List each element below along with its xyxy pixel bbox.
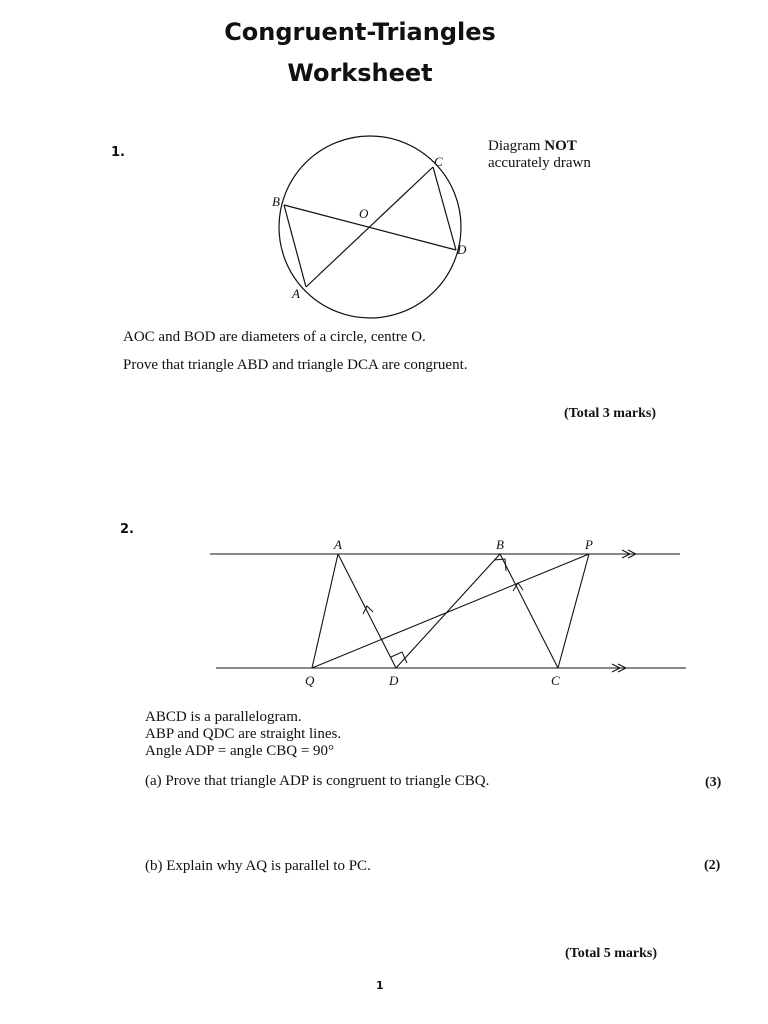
q2-segment-qp	[312, 554, 589, 668]
q1-diameter-bod	[284, 205, 456, 250]
q2-label-b: B	[496, 537, 504, 552]
q2-statement-line1: ABCD is a parallelogram.	[145, 709, 302, 725]
worksheet-title-line1: Congruent-Triangles	[224, 18, 496, 46]
q2-label-p: P	[585, 537, 593, 552]
worksheet-title-line2: Worksheet	[287, 59, 433, 87]
q2-segment-aq	[312, 554, 338, 668]
q1-label-d: D	[457, 242, 467, 257]
q1-diagram-note-line2: accurately drawn	[488, 155, 591, 171]
q2-label-q: Q	[305, 673, 315, 688]
q2-right-angle-adp	[391, 652, 407, 663]
q2-segment-db	[396, 554, 500, 668]
q2-segment-bc	[500, 554, 558, 668]
q2-segment-ad	[338, 554, 396, 668]
q2-statement-line3: Angle ADP = angle CBQ = 90°	[145, 743, 335, 759]
q2-part-b-marks: (2)	[704, 858, 721, 873]
q2-label-d: D	[389, 673, 399, 688]
q1-statement-line1: AOC and BOD are diameters of a circle, centre O.	[123, 329, 426, 345]
page-number: 1	[376, 979, 384, 992]
q2-part-a-marks: (3)	[705, 775, 722, 790]
q2-label-c: C	[551, 673, 560, 688]
q1-total-marks: (Total 3 marks)	[564, 406, 657, 421]
question-2-number: 2.	[120, 522, 134, 537]
q2-part-b: (b) Explain why AQ is parallel to PC.	[145, 858, 371, 874]
q2-statement-line2: ABP and QDC are straight lines.	[145, 726, 342, 742]
q1-statement-line2: Prove that triangle ABD and triangle DCA are congruent.	[123, 357, 468, 373]
q2-label-a: A	[334, 537, 342, 552]
question-1-number: 1.	[111, 145, 125, 160]
q2-parallelogram-diagram	[0, 530, 768, 690]
q2-right-angle-cbq	[494, 559, 506, 571]
q1-label-c: C	[434, 154, 443, 169]
q1-side-ab	[284, 205, 306, 287]
q1-circle-diagram	[0, 0, 768, 330]
q1-diagram-note-bold: NOT	[544, 138, 577, 154]
q1-label-b: B	[272, 194, 280, 209]
q2-part-a: (a) Prove that triangle ADP is congruent to triangle CBQ.	[145, 773, 490, 789]
q1-label-o: O	[359, 206, 369, 221]
q1-side-cd	[433, 167, 456, 250]
q1-label-a: A	[292, 286, 300, 301]
q2-segment-pc	[558, 554, 589, 668]
q1-diagram-note-prefix: Diagram	[488, 138, 545, 154]
q2-total-marks: (Total 5 marks)	[565, 946, 658, 961]
